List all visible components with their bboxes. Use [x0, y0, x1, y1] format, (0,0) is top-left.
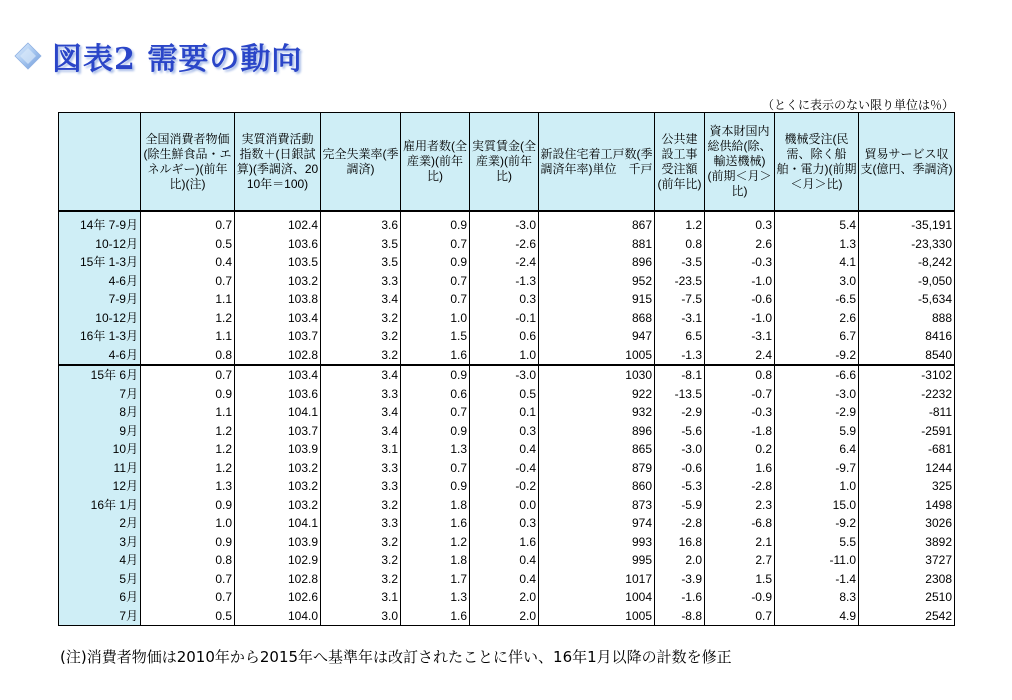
table-cell: 104.1: [235, 514, 321, 533]
table-cell: 1244: [859, 459, 955, 478]
table-cell: 2.6: [705, 235, 775, 254]
table-cell: 6.4: [775, 440, 859, 459]
table-cell: 0.8: [141, 346, 235, 366]
table-cell: 1.2: [401, 533, 470, 552]
table-cell: 15.0: [775, 496, 859, 515]
footnote: (注)消費者物価は2010年から2015年へ基準年は改訂されたことに伴い、16年1月以降の計数を修正: [60, 648, 732, 666]
table-cell: 1.2: [655, 211, 705, 235]
table-cell: 3.6: [321, 211, 401, 235]
row-label: 10月: [59, 440, 141, 459]
table-cell: 1.0: [401, 309, 470, 328]
table-cell: 0.8: [705, 365, 775, 385]
table-cell: 1.3: [401, 440, 470, 459]
table-cell: 1.5: [401, 327, 470, 346]
table-cell: -3.1: [705, 327, 775, 346]
table-cell: 3.5: [321, 253, 401, 272]
table-cell: 888: [859, 309, 955, 328]
table-cell: 1.0: [470, 346, 539, 366]
table-cell: 103.4: [235, 309, 321, 328]
table-cell: 3.1: [321, 588, 401, 607]
table-cell: 2.0: [470, 588, 539, 607]
table-row: [59, 514, 955, 533]
table-row: [59, 309, 955, 328]
table-cell: 0.6: [401, 385, 470, 404]
column-header: 雇用者数(全産業)(前年比): [401, 113, 470, 212]
table-cell: -3.1: [655, 309, 705, 328]
table-cell: -23,330: [859, 235, 955, 254]
table-cell: 0.6: [470, 327, 539, 346]
table-cell: 1.6: [705, 459, 775, 478]
table-cell: 3.1: [321, 440, 401, 459]
table-cell: 915: [539, 290, 655, 309]
table-cell: -1.0: [705, 309, 775, 328]
table-cell: -0.2: [470, 477, 539, 496]
row-label: 11月: [59, 459, 141, 478]
table-cell: 3.4: [321, 290, 401, 309]
table-cell: 5.4: [775, 211, 859, 235]
title-block: [14, 34, 302, 78]
table-cell: 0.3: [470, 422, 539, 441]
table-row: [59, 440, 955, 459]
table-cell: 873: [539, 496, 655, 515]
table-row: [59, 533, 955, 552]
table-cell: 868: [539, 309, 655, 328]
table-cell: 3.2: [321, 533, 401, 552]
table-row: [59, 459, 955, 478]
table-cell: 0.7: [401, 290, 470, 309]
table-cell: -3.0: [775, 385, 859, 404]
row-label: 5月: [59, 570, 141, 589]
row-label: 7月: [59, 607, 141, 626]
table-cell: -0.1: [470, 309, 539, 328]
table-cell: 0.7: [401, 459, 470, 478]
table-cell: 3.3: [321, 459, 401, 478]
table-cell: -2.4: [470, 253, 539, 272]
table-cell: 896: [539, 422, 655, 441]
table-cell: -1.4: [775, 570, 859, 589]
table-cell: 103.6: [235, 235, 321, 254]
table-cell: 3.2: [321, 496, 401, 515]
table-cell: 3.3: [321, 477, 401, 496]
table-cell: 1.5: [705, 570, 775, 589]
table-cell: -6.8: [705, 514, 775, 533]
table-cell: 103.6: [235, 385, 321, 404]
table-cell: 16.8: [655, 533, 705, 552]
table-cell: -2232: [859, 385, 955, 404]
row-label: 12月: [59, 477, 141, 496]
table-row: [59, 477, 955, 496]
table-cell: -2591: [859, 422, 955, 441]
row-label: 14年 7-9月: [59, 211, 141, 235]
page-title: 図表2 需要の動向: [52, 42, 303, 77]
table-cell: 4.9: [775, 607, 859, 626]
table-cell: -5.6: [655, 422, 705, 441]
table-cell: 0.5: [470, 385, 539, 404]
table-cell: 879: [539, 459, 655, 478]
table-cell: 325: [859, 477, 955, 496]
row-label: 2月: [59, 514, 141, 533]
table-cell: 0.9: [141, 496, 235, 515]
table-cell: 2.3: [705, 496, 775, 515]
table-cell: 1.3: [141, 477, 235, 496]
table-cell: 104.0: [235, 607, 321, 626]
table-cell: 0.3: [470, 514, 539, 533]
table-cell: 0.9: [401, 422, 470, 441]
table-cell: -0.4: [470, 459, 539, 478]
table-cell: -0.3: [705, 253, 775, 272]
row-label: 10-12月: [59, 309, 141, 328]
table-cell: -1.0: [705, 272, 775, 291]
row-label: 4-6月: [59, 272, 141, 291]
table-cell: 974: [539, 514, 655, 533]
table-cell: 103.9: [235, 533, 321, 552]
table-cell: -13.5: [655, 385, 705, 404]
table-cell: 102.4: [235, 211, 321, 235]
table-cell: 8416: [859, 327, 955, 346]
table-row: [59, 272, 955, 291]
table-cell: -681: [859, 440, 955, 459]
table-cell: 1.6: [470, 533, 539, 552]
table-cell: 3727: [859, 551, 955, 570]
table-cell: -1.3: [470, 272, 539, 291]
table-cell: -1.8: [705, 422, 775, 441]
table-cell: -6.6: [775, 365, 859, 385]
table-cell: 1005: [539, 607, 655, 626]
table-cell: 103.2: [235, 477, 321, 496]
table-cell: -3102: [859, 365, 955, 385]
table-cell: -8,242: [859, 253, 955, 272]
table-cell: 993: [539, 533, 655, 552]
table-cell: 3.0: [775, 272, 859, 291]
table-row: [59, 327, 955, 346]
table-cell: 0.2: [705, 440, 775, 459]
table-cell: 0.9: [401, 365, 470, 385]
table-cell: 0.7: [141, 365, 235, 385]
table-cell: 1498: [859, 496, 955, 515]
diamond-icon: [14, 42, 42, 70]
table-cell: -5.9: [655, 496, 705, 515]
table-cell: 0.4: [470, 440, 539, 459]
table-cell: -2.9: [655, 403, 705, 422]
table-cell: 0.5: [141, 235, 235, 254]
table-cell: 102.8: [235, 346, 321, 366]
table-cell: 1.2: [141, 440, 235, 459]
table-cell: 103.7: [235, 327, 321, 346]
table-cell: 2.6: [775, 309, 859, 328]
table-row: [59, 588, 955, 607]
table-cell: 2.0: [470, 607, 539, 626]
table-cell: 2.1: [705, 533, 775, 552]
table-cell: 2542: [859, 607, 955, 626]
column-header: 貿易サービス収支(億円、季調済): [859, 113, 955, 212]
table-cell: 0.4: [470, 551, 539, 570]
table-cell: 3.3: [321, 272, 401, 291]
table-cell: 0.7: [401, 403, 470, 422]
table-cell: 1017: [539, 570, 655, 589]
row-label: 8月: [59, 403, 141, 422]
table-cell: 1.1: [141, 403, 235, 422]
table-cell: 3.0: [321, 607, 401, 626]
table-cell: -2.9: [775, 403, 859, 422]
table-cell: 0.0: [470, 496, 539, 515]
table-cell: 3.2: [321, 346, 401, 366]
table-cell: 103.8: [235, 290, 321, 309]
table-cell: 0.9: [141, 533, 235, 552]
table-cell: -8.1: [655, 365, 705, 385]
table-row: [59, 385, 955, 404]
table-cell: 102.8: [235, 570, 321, 589]
column-header: 完全失業率(季調済): [321, 113, 401, 212]
table-row: [59, 253, 955, 272]
table-cell: 103.2: [235, 459, 321, 478]
table-cell: 3.4: [321, 403, 401, 422]
table-cell: -3.0: [655, 440, 705, 459]
table-cell: 0.4: [141, 253, 235, 272]
table-cell: 0.9: [141, 385, 235, 404]
table-cell: 0.4: [470, 570, 539, 589]
table-cell: 0.5: [141, 607, 235, 626]
table-row: [59, 570, 955, 589]
table-cell: 1.1: [141, 327, 235, 346]
table-cell: 881: [539, 235, 655, 254]
table-row: [59, 346, 955, 366]
row-label: 16年 1月: [59, 496, 141, 515]
table-cell: 932: [539, 403, 655, 422]
table-cell: 2.0: [655, 551, 705, 570]
table-cell: -6.5: [775, 290, 859, 309]
table-cell: 1.3: [401, 588, 470, 607]
table-cell: -35,191: [859, 211, 955, 235]
row-label: 15年 1-3月: [59, 253, 141, 272]
table-row: [59, 235, 955, 254]
column-header: 実質賃金(全産業)(前年比): [470, 113, 539, 212]
table-cell: 3892: [859, 533, 955, 552]
table-cell: 0.9: [401, 477, 470, 496]
table-cell: -3.0: [470, 211, 539, 235]
table-cell: -0.6: [655, 459, 705, 478]
table-cell: 103.7: [235, 422, 321, 441]
table-cell: -9.7: [775, 459, 859, 478]
row-label: 7月: [59, 385, 141, 404]
table-cell: 103.9: [235, 440, 321, 459]
table-row: [59, 496, 955, 515]
table-cell: 3.2: [321, 570, 401, 589]
table-cell: -0.7: [705, 385, 775, 404]
row-label: 4月: [59, 551, 141, 570]
table-cell: 0.7: [401, 235, 470, 254]
table-row: [59, 403, 955, 422]
column-header: 機械受注(民需、除く船舶・電力)(前期＜月＞比): [775, 113, 859, 212]
table-cell: 102.9: [235, 551, 321, 570]
table-cell: 0.3: [470, 290, 539, 309]
table-cell: 1.2: [141, 309, 235, 328]
table-cell: 5.5: [775, 533, 859, 552]
table-cell: 3.4: [321, 422, 401, 441]
column-header: 新設住宅着工戸数(季調済年率)単位 千戸: [539, 113, 655, 212]
table-cell: 3026: [859, 514, 955, 533]
table-cell: 865: [539, 440, 655, 459]
table-cell: 2510: [859, 588, 955, 607]
column-header: 実質消費活動指数＋(日銀試算)(季調済、2010年＝100): [235, 113, 321, 212]
table-cell: 0.8: [655, 235, 705, 254]
table-cell: 3.3: [321, 385, 401, 404]
table-cell: 2.4: [705, 346, 775, 366]
table-cell: 0.7: [141, 570, 235, 589]
table-cell: 1.0: [775, 477, 859, 496]
table-cell: 952: [539, 272, 655, 291]
table-cell: -0.3: [705, 403, 775, 422]
table-cell: 4.1: [775, 253, 859, 272]
table-cell: 922: [539, 385, 655, 404]
table-cell: 0.9: [401, 211, 470, 235]
demand-table: [58, 112, 955, 626]
table-cell: 3.2: [321, 551, 401, 570]
table-cell: 3.4: [321, 365, 401, 385]
table-cell: 103.2: [235, 272, 321, 291]
table-cell: 8540: [859, 346, 955, 366]
table-cell: 0.8: [141, 551, 235, 570]
table-cell: 6.7: [775, 327, 859, 346]
table-cell: 947: [539, 327, 655, 346]
table-cell: 1.6: [401, 514, 470, 533]
table-row: [59, 365, 955, 385]
table-cell: -1.3: [655, 346, 705, 366]
unit-note: （とくに表示のない限り単位は％）: [761, 98, 954, 112]
table-cell: -5,634: [859, 290, 955, 309]
table-cell: 103.5: [235, 253, 321, 272]
table-cell: -11.0: [775, 551, 859, 570]
table-cell: -2.6: [470, 235, 539, 254]
table-cell: -3.9: [655, 570, 705, 589]
table-cell: 1.3: [775, 235, 859, 254]
column-header: [59, 113, 141, 212]
table-cell: 1.0: [141, 514, 235, 533]
table-cell: -2.8: [655, 514, 705, 533]
table-cell: 1.6: [401, 346, 470, 366]
table-body: [59, 211, 955, 626]
row-label: 7-9月: [59, 290, 141, 309]
table-cell: -3.0: [470, 365, 539, 385]
table-cell: 867: [539, 211, 655, 235]
table-cell: 0.1: [470, 403, 539, 422]
table-cell: 3.5: [321, 235, 401, 254]
table-cell: 1004: [539, 588, 655, 607]
table-cell: 860: [539, 477, 655, 496]
table-row: [59, 422, 955, 441]
column-header: 全国消費者物価(除生鮮食品・エネルギー)(前年比)(注): [141, 113, 235, 212]
table-cell: 1.2: [141, 422, 235, 441]
table-cell: 0.7: [141, 588, 235, 607]
table-cell: 0.3: [705, 211, 775, 235]
row-label: 16年 1-3月: [59, 327, 141, 346]
table-cell: -7.5: [655, 290, 705, 309]
table-cell: 1.7: [401, 570, 470, 589]
table-cell: -811: [859, 403, 955, 422]
row-label: 9月: [59, 422, 141, 441]
table-cell: -8.8: [655, 607, 705, 626]
table-cell: 5.9: [775, 422, 859, 441]
table-cell: 0.7: [141, 272, 235, 291]
table-cell: 103.4: [235, 365, 321, 385]
table-cell: -9.2: [775, 346, 859, 366]
row-label: 10-12月: [59, 235, 141, 254]
table-cell: -0.6: [705, 290, 775, 309]
table-cell: 2308: [859, 570, 955, 589]
table-cell: -5.3: [655, 477, 705, 496]
table-cell: 1.8: [401, 496, 470, 515]
row-label: 6月: [59, 588, 141, 607]
table-cell: 3.2: [321, 327, 401, 346]
table-cell: 102.6: [235, 588, 321, 607]
table-cell: 2.7: [705, 551, 775, 570]
table-cell: 995: [539, 551, 655, 570]
table-cell: 3.2: [321, 309, 401, 328]
table-cell: 1.8: [401, 551, 470, 570]
table-cell: -9.2: [775, 514, 859, 533]
table-cell: -23.5: [655, 272, 705, 291]
row-label: 4-6月: [59, 346, 141, 366]
table-cell: 0.7: [705, 607, 775, 626]
column-header: 公共建設工事受注額(前年比): [655, 113, 705, 212]
table-cell: -0.9: [705, 588, 775, 607]
row-label: 15年 6月: [59, 365, 141, 385]
table-cell: -1.6: [655, 588, 705, 607]
table-cell: 1030: [539, 365, 655, 385]
table-cell: 3.3: [321, 514, 401, 533]
table-cell: 104.1: [235, 403, 321, 422]
table-row: [59, 551, 955, 570]
table-cell: 1.6: [401, 607, 470, 626]
table-cell: 1005: [539, 346, 655, 366]
table-cell: -3.5: [655, 253, 705, 272]
table-row: [59, 211, 955, 235]
table-row: [59, 607, 955, 626]
table-cell: 1.2: [141, 459, 235, 478]
table-cell: -9,050: [859, 272, 955, 291]
table-cell: 896: [539, 253, 655, 272]
column-header: 資本財国内総供給(除、輸送機械)(前期＜月＞比): [705, 113, 775, 212]
row-label: 3月: [59, 533, 141, 552]
table-header-row: [59, 113, 955, 212]
table-cell: 103.2: [235, 496, 321, 515]
table-cell: 0.7: [401, 272, 470, 291]
table-cell: 0.7: [141, 211, 235, 235]
table-cell: 8.3: [775, 588, 859, 607]
table-cell: 1.1: [141, 290, 235, 309]
table-cell: 0.9: [401, 253, 470, 272]
table-row: [59, 290, 955, 309]
table-cell: 6.5: [655, 327, 705, 346]
table-cell: -2.8: [705, 477, 775, 496]
